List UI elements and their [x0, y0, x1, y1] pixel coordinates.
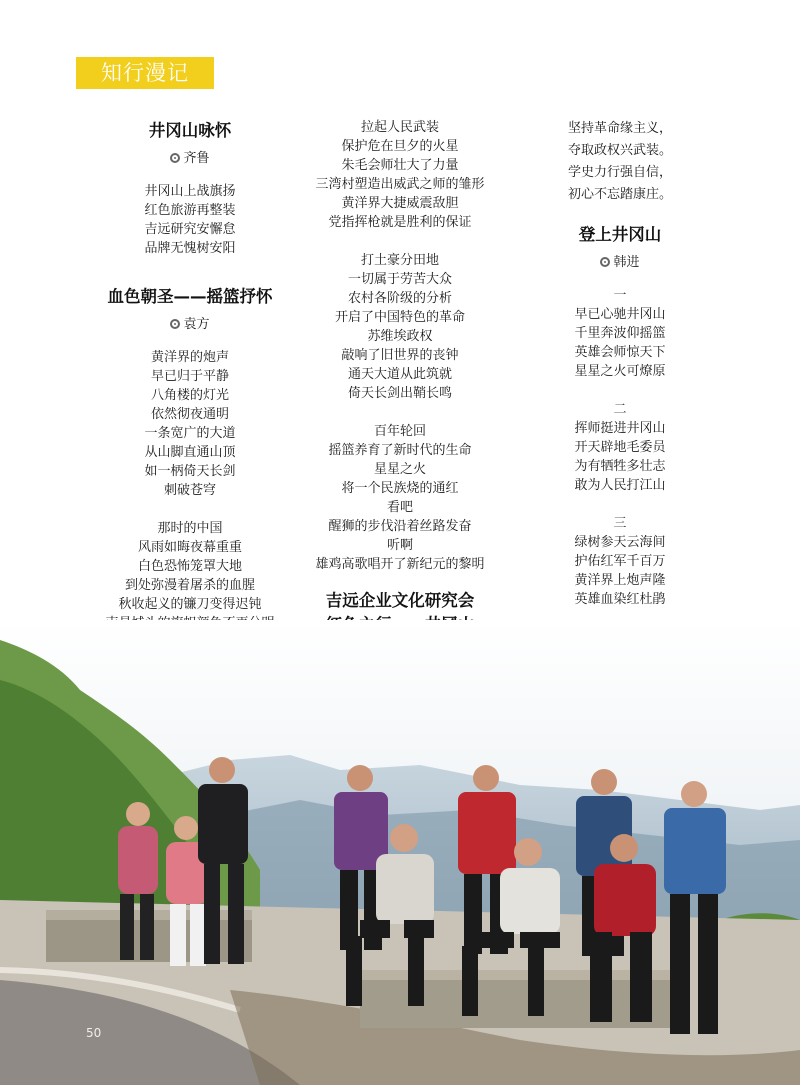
author-marker-icon: [170, 153, 180, 163]
poem-line: 护佑红军千百万: [574, 554, 666, 569]
poem-line: 到处弥漫着屠杀的血腥: [124, 578, 255, 593]
poem-line: 早已归于平静: [150, 369, 229, 384]
poem-line: 开天辟地毛委员: [574, 440, 666, 455]
poem4-author: 韩进: [550, 254, 690, 272]
poem-line: 夺取政权兴武装。: [567, 143, 672, 158]
poem-line: 百年轮回: [373, 424, 426, 439]
author-marker-icon: [600, 257, 610, 267]
poem-line: 黄洋界上炮声隆: [574, 573, 666, 588]
poem-line: 白色恐怖笼罩大地: [137, 559, 242, 574]
poem2-author: 袁方: [60, 316, 320, 334]
poem-line: 通天大道从此筑就: [347, 367, 452, 382]
poem-line: 倚天长剑出鞘长鸣: [347, 386, 452, 401]
part-number: 三: [613, 516, 627, 531]
poem-line: 黄洋界的炮声: [150, 350, 229, 365]
poem-line: 千里奔波仰摇篮: [574, 326, 666, 341]
poem-line: 拉起人民武装: [360, 120, 439, 135]
part-number: 一: [613, 288, 627, 303]
poem-line: 苏维埃政权: [367, 329, 433, 344]
poem-line: 打土豪分田地: [360, 253, 439, 268]
poem-line: 星星之火可燎原: [574, 364, 666, 379]
group-photo: [0, 620, 800, 1085]
poem-line: 英雄血染红杜鹃: [574, 592, 666, 607]
poem-line: 敢为人民打江山: [574, 478, 666, 493]
poem-line: 为有牺牲多壮志: [574, 459, 666, 474]
poem-line: 坚持革命缘主义，: [567, 121, 672, 136]
poem-line: 八角楼的灯光: [150, 388, 229, 403]
poem-line: 挥师挺进井冈山: [574, 421, 666, 436]
poem-line: 星星之火: [373, 462, 426, 477]
poem-line: 保护危在旦夕的火星: [341, 139, 459, 154]
section-label: 知行漫记: [76, 57, 214, 89]
poem-line: 英雄会师惊天下: [574, 345, 666, 360]
poem-line: 三湾村塑造出威武之师的雏形: [315, 177, 485, 192]
poem-line: 吉远研究安懈怠: [144, 222, 236, 237]
poem-line: 醒狮的步伐沿着丝路发奋: [328, 519, 472, 534]
poem-line: 初心不忘踏康庄。: [567, 187, 672, 202]
poem-line: 刺破苍穹: [163, 483, 216, 498]
poem-line: 一条宽广的大道: [144, 426, 236, 441]
poem1-title: 井冈山咏怀: [148, 121, 232, 140]
poem-line: 如一柄倚天长剑: [144, 464, 236, 479]
poem-line: 学史力行强自信，: [567, 165, 672, 180]
poem-line: 雄鸡高歌唱开了新纪元的黎明: [315, 557, 485, 572]
poem-line: 开启了中国特色的革命: [334, 310, 465, 325]
poem-line: 绿树参天云海间: [574, 535, 666, 550]
poem-line: 黄洋界大捷威震敌胆: [341, 196, 459, 211]
poem-line: 品牌无愧树安阳: [144, 241, 236, 256]
poem3-title: 吉远企业文化研究会: [325, 591, 475, 610]
poem-line: 秋收起义的镰刀变得迟钝: [118, 597, 262, 612]
poem-line: 风雨如晦夜幕重重: [137, 540, 242, 555]
poem-line: 敲响了旧世界的丧钟: [341, 348, 459, 363]
poem-line: 摇篮养育了新时代的生命: [328, 443, 472, 458]
poem-line: 听啊: [386, 538, 413, 553]
page-number: 50: [86, 1026, 102, 1040]
poem-line: 将一个民族烧的通红: [341, 481, 459, 496]
poem-line: 朱毛会师壮大了力量: [341, 158, 459, 173]
poem-line: 早已心驰井冈山: [574, 307, 666, 322]
poem-line: 看吧: [386, 500, 413, 515]
poem1-author: 齐鲁: [60, 150, 320, 168]
poem-line: 一切属于劳苦大众: [347, 272, 452, 287]
part-number: 二: [613, 402, 627, 417]
poem-line: 井冈山上战旗扬: [144, 184, 236, 199]
poem-line: 红色旅游再整装: [144, 203, 236, 218]
poem-line: 党指挥枪就是胜利的保证: [328, 215, 472, 230]
poem-line: 依然彻夜通明: [150, 407, 229, 422]
poem-line: 从山脚直通山顶: [144, 445, 236, 460]
author-marker-icon: [170, 319, 180, 329]
poem-line: 那时的中国: [157, 521, 223, 536]
poem-line: 农村各阶级的分析: [347, 291, 452, 306]
poem2-title: 血色朝圣——摇篮抒怀: [107, 287, 273, 306]
poem4-title: 登上井冈山: [578, 225, 662, 244]
